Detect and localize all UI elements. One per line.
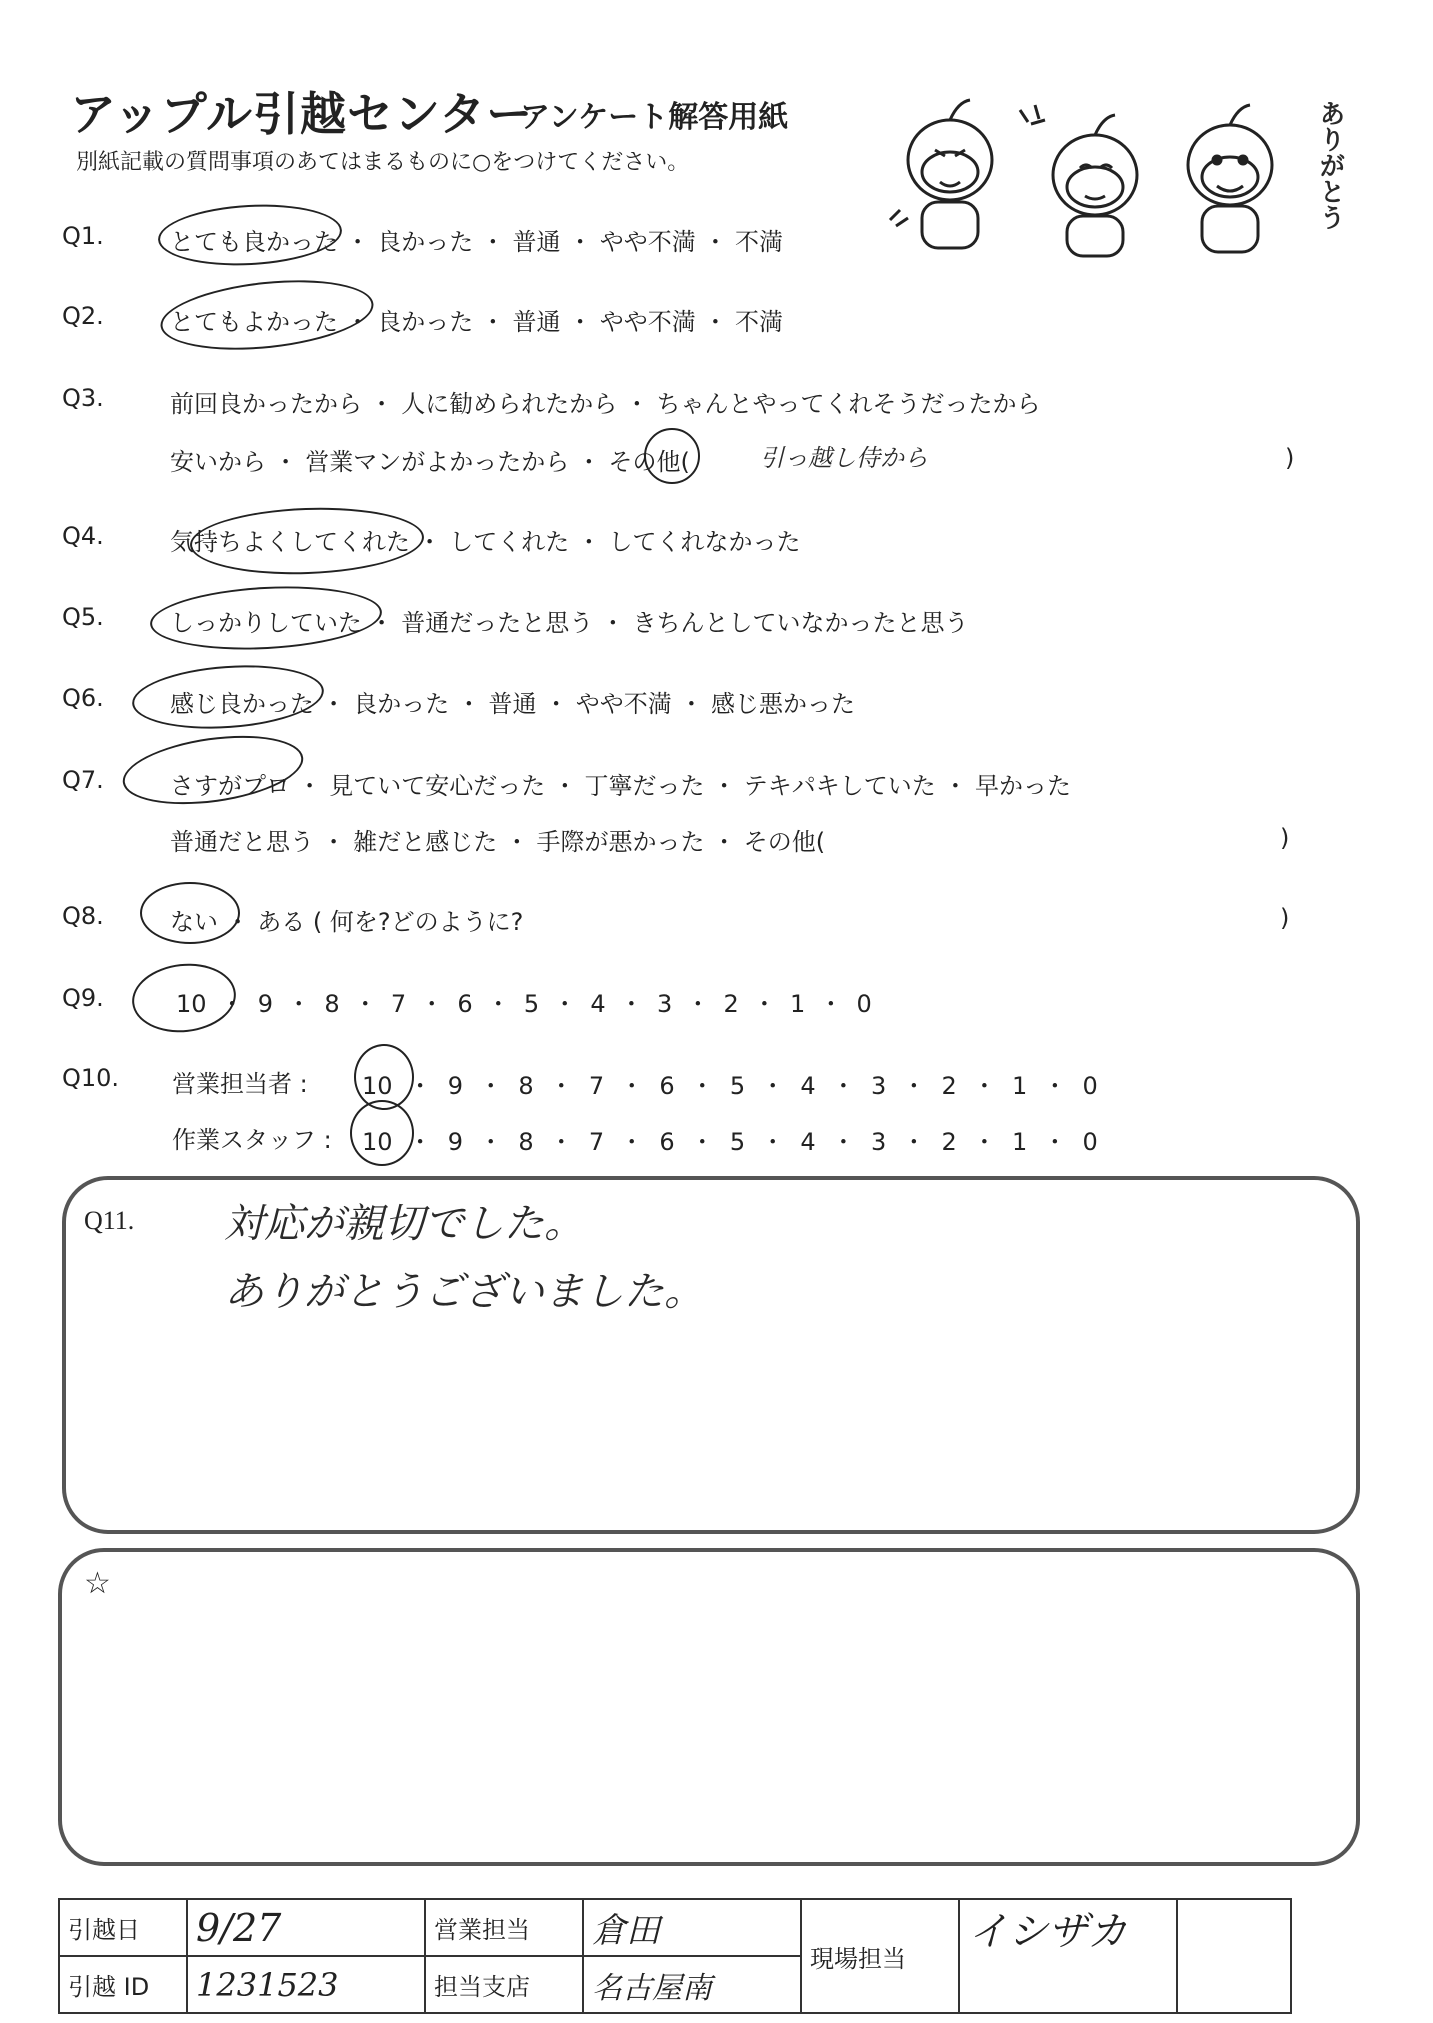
monkey-right-icon <box>1188 105 1272 252</box>
q7-options-line2[interactable]: 普通だと思う ・ 雑だと感じた ・ 手際が悪かった ・ その他( <box>170 828 826 856</box>
q10-staff-options[interactable]: 10 ・ 9 ・ 8 ・ 7 ・ 6 ・ 5 ・ 4 ・ 3 ・ 2 ・ 1 ・ 0 <box>362 1128 1098 1156</box>
monkey-center-icon <box>1020 105 1137 256</box>
footer-empty-cell <box>1177 1899 1291 2013</box>
q10-staff-label: 作業スタッフ : <box>172 1126 332 1154</box>
form-subtitle: アンケート解答用紙 <box>520 100 789 135</box>
q7-label: Q7. <box>62 766 104 794</box>
site-label: 現場担当 <box>801 1899 959 2013</box>
q2-options[interactable]: とてもよかった ・ 良かった ・ 普通 ・ やや不満 ・ 不満 <box>170 308 784 336</box>
q4-label: Q4. <box>62 522 104 550</box>
q11-answer-line1: 対応が親切でした。 <box>224 1201 584 1247</box>
q7-close-paren: ) <box>1280 824 1290 852</box>
mascot-illustration <box>880 90 1350 260</box>
q3-label: Q3. <box>62 384 104 412</box>
q5-options[interactable]: しっかりしていた ・ 普通だったと思う ・ きちんとしていなかったと思う <box>170 609 969 637</box>
move-date-value: 9/27 <box>187 1899 425 1956</box>
company-title: アップル引越センター <box>70 87 534 141</box>
move-id-label: 引越 ID <box>59 1956 187 2013</box>
q3-options-line1[interactable]: 前回良かったから ・ 人に勧められたから ・ ちゃんとやってくれそうだったから <box>170 390 1041 418</box>
sales-label: 営業担当 <box>425 1899 583 1956</box>
q11-answer-line2: ありがとうございました。 <box>224 1269 704 1315</box>
q8-close-paren: ) <box>1280 904 1290 932</box>
q10-sales-options[interactable]: 10 ・ 9 ・ 8 ・ 7 ・ 6 ・ 5 ・ 4 ・ 3 ・ 2 ・ 1 ・ 0 <box>362 1072 1098 1100</box>
star-comment-box <box>58 1548 1360 1866</box>
footer-info-table <box>58 1898 1292 2014</box>
monkey-left-icon <box>890 100 992 248</box>
move-date-label: 引越日 <box>59 1899 187 1956</box>
q6-options[interactable]: 感じ良かった ・ 良かった ・ 普通 ・ やや不満 ・ 感じ悪かった <box>170 690 856 718</box>
q6-label: Q6. <box>62 684 104 712</box>
thanks-text: ありがとう <box>1315 100 1345 230</box>
star-icon: ☆ <box>84 1566 111 1601</box>
q4-options[interactable]: 気持ちよくしてくれた ・ してくれた ・ してくれなかった <box>170 528 801 556</box>
q9-options[interactable]: 10 ・ 9 ・ 8 ・ 7 ・ 6 ・ 5 ・ 4 ・ 3 ・ 2 ・ 1 ・ 0 <box>176 990 872 1018</box>
q3-options-line2[interactable]: 安いから ・ 営業マンがよかったから ・ その他( <box>170 448 690 476</box>
q9-label: Q9. <box>62 984 104 1012</box>
q2-label: Q2. <box>62 302 104 330</box>
site-value: イシザカ <box>959 1899 1177 2013</box>
q10-label: Q10. <box>62 1064 120 1092</box>
q11-label: Q11. <box>84 1206 135 1235</box>
q3-other-answer: 引っ越し侍から <box>760 444 928 472</box>
q1-options[interactable]: とても良かった ・ 良かった ・ 普通 ・ やや不満 ・ 不満 <box>170 228 784 256</box>
q8-label: Q8. <box>62 902 104 930</box>
instruction-text: 別紙記載の質問事項のあてはまるものに○をつけてください。 <box>76 150 690 175</box>
q7-options-line1[interactable]: さすがプロ ・ 見ていて安心だった ・ 丁寧だった ・ テキパキしていた ・ 早かった <box>170 772 1072 800</box>
q1-label: Q1. <box>62 222 104 250</box>
branch-label: 担当支店 <box>425 1956 583 2013</box>
sales-value: 倉田 <box>583 1899 801 1956</box>
q8-options[interactable]: ない ・ ある ( 何を?どのように? <box>170 908 524 936</box>
q3-close-paren: ) <box>1285 444 1295 472</box>
move-id-value: 1231523 <box>187 1956 425 2013</box>
q10-sales-label: 営業担当者 : <box>172 1070 308 1098</box>
branch-value: 名古屋南 <box>583 1956 801 2013</box>
q5-label: Q5. <box>62 603 104 631</box>
